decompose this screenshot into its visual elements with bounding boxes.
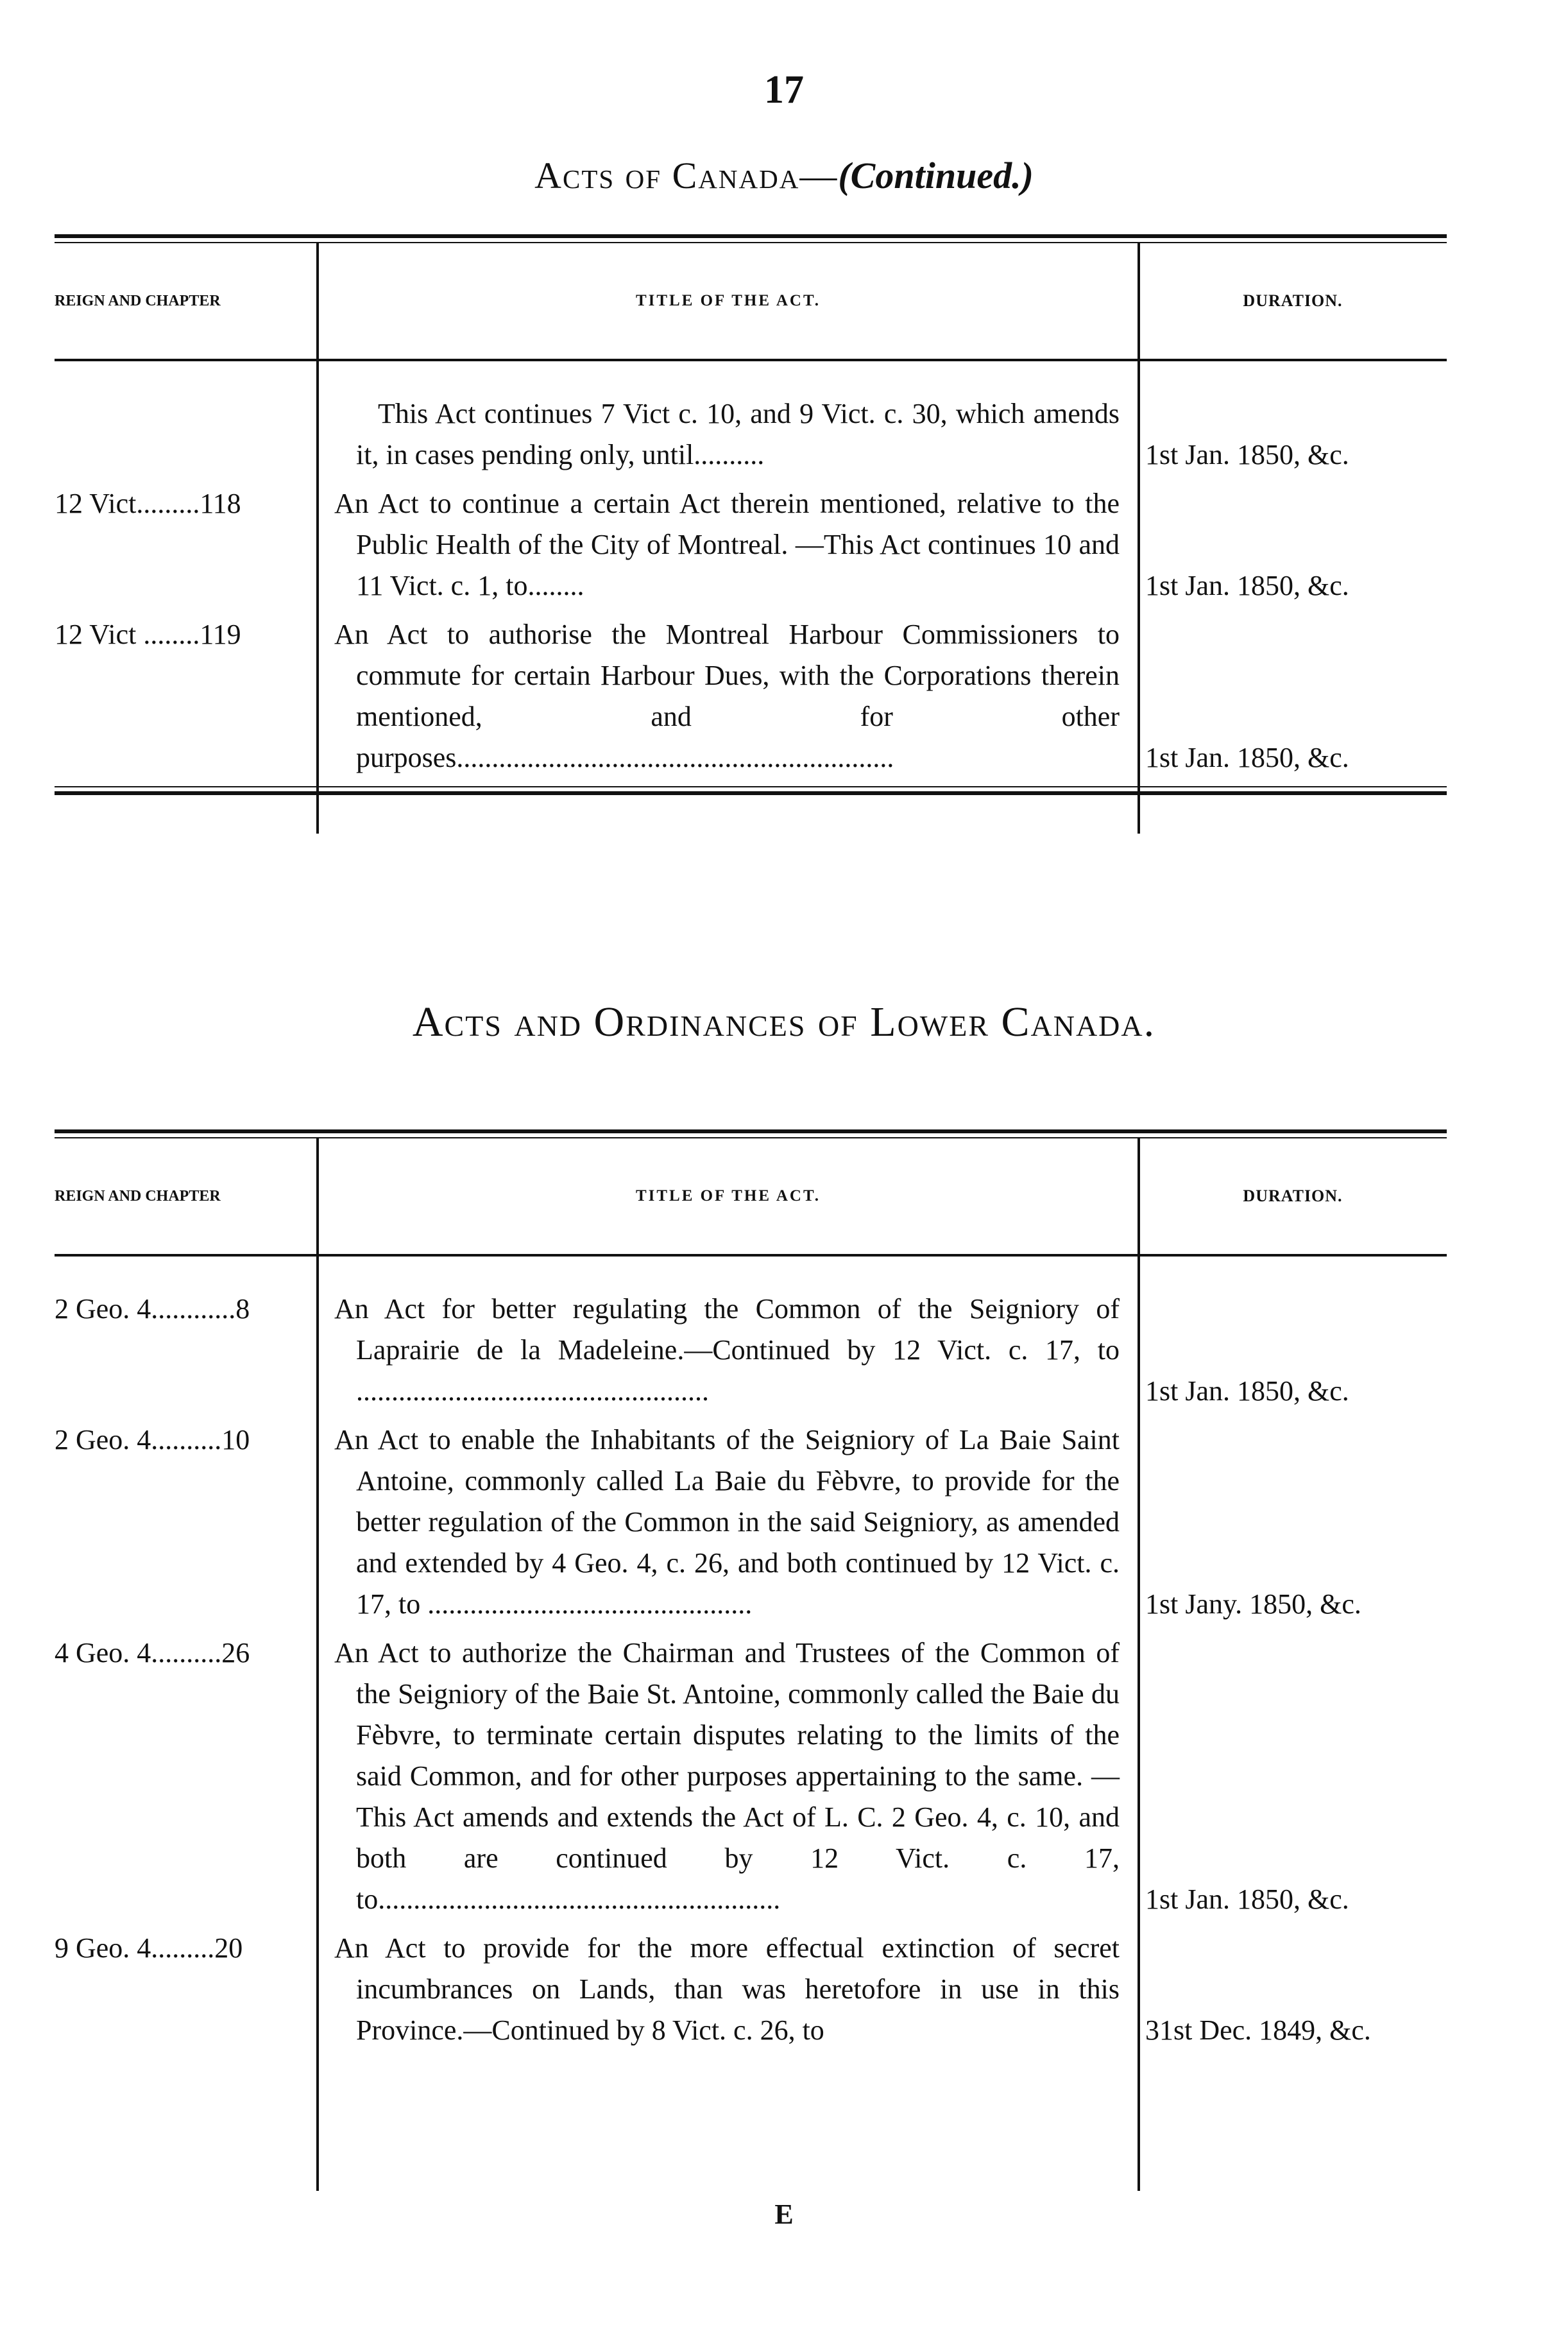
- row-duration: 1st Jany. 1850, &c.: [1145, 1588, 1361, 1620]
- table-header: [55, 1138, 1447, 1257]
- table-row: [55, 1420, 1447, 1625]
- header-duration: DURATION.: [1243, 291, 1343, 310]
- section-title-continued: (Continued.): [838, 155, 1034, 196]
- row-reign: 12 Vict.........118: [55, 488, 241, 519]
- row-duration: 1st Jan. 1850, &c.: [1145, 742, 1349, 773]
- table-top-rule: [55, 234, 1447, 243]
- acts-table-lower-canada: [55, 1129, 1447, 2059]
- signature-mark: E: [774, 2199, 794, 2230]
- table-row: [55, 1289, 1447, 1412]
- row-duration: 1st Jan. 1850, &c.: [1145, 1375, 1349, 1407]
- row-reign: [55, 393, 318, 476]
- table-top-rule: [55, 1129, 1447, 1138]
- header-title: TITLE OF THE ACT.: [635, 292, 821, 309]
- row-title: An Act for better regulating the Common of the Seigniory of Laprairie de la Madeleine.—Continued by 12 Vict. c. 17, to ..................................................: [334, 1293, 1120, 1407]
- row-title: An Act to enable the Inhabitants of the Seigniory of La Baie Saint Antoine, commonly called La Baie du Fèbvre, to provide for the better regulation of the Common in the said Seigniory, as amended and extended by 4 Geo. 4, c. 26, and both continued by 12 Vict. c. 17, to ..............................................: [334, 1424, 1120, 1620]
- row-duration: 1st Jan. 1850, &c.: [1145, 439, 1349, 470]
- row-title: This Act continues 7 Vict c. 10, and 9 Vict. c. 30, which amends it, in cases pending only, until..........: [356, 398, 1120, 470]
- row-reign: 9 Geo. 4.........20: [55, 1932, 243, 1964]
- table-body: [55, 1257, 1447, 2051]
- table-body: [55, 361, 1447, 778]
- header-reign: REIGN AND CHAPTER: [55, 1187, 221, 1205]
- row-title: An Act to authorise the Montreal Harbour Commissioners to commute for certain Harbour Dues, with the Corporations therein mentioned, and for other purposes..............................................................: [334, 619, 1120, 773]
- table-row: [55, 483, 1447, 606]
- row-title: An Act to authorize the Chairman and Trustees of the Common of the Seigniory of the Baie St. Antoine, commonly called the Baie du Fèbvre, to terminate certain disputes relating to the limits of the said Common, and for other purposes appertaining to the same. —This Act amends and extends the Act of L. C. 2 Geo. 4, c. 10, and both are continued by 12 Vict. c. 17, to.........................................................: [334, 1637, 1120, 1915]
- row-reign: 2 Geo. 4..........10: [55, 1424, 250, 1455]
- table-bottom-rule: [55, 786, 1447, 795]
- row-reign: 4 Geo. 4..........26: [55, 1637, 250, 1669]
- row-reign: 12 Vict ........119: [55, 619, 241, 650]
- table-row: [55, 1928, 1447, 2051]
- row-reign: 2 Geo. 4............8: [55, 1293, 250, 1325]
- table-header: [55, 243, 1447, 361]
- row-title: An Act to continue a certain Act therein mentioned, relative to the Public Health of the City of Montreal. —This Act continues 10 and 11 Vict. c. 1, to........: [334, 488, 1120, 601]
- table-row: [55, 1633, 1447, 1920]
- page-number: 17: [764, 68, 804, 112]
- row-duration: 1st Jan. 1850, &c.: [1145, 1883, 1349, 1915]
- header-duration: DURATION.: [1243, 1187, 1343, 1205]
- section-title-dash: —: [799, 155, 839, 196]
- row-duration: 1st Jan. 1850, &c.: [1145, 570, 1349, 601]
- header-title: TITLE OF THE ACT.: [635, 1187, 821, 1205]
- section-title-lower-canada: Acts and Ordinances of Lower Canada.: [412, 999, 1156, 1045]
- section-title-text: Acts of Canada: [534, 155, 800, 196]
- section-title-acts-of-canada: [0, 154, 1568, 197]
- table-row: [55, 393, 1447, 476]
- row-title: An Act to provide for the more effectual extinction of secret incumbrances on Lands, than was heretofore in use in this Province.—Continued by 8 Vict. c. 26, to: [334, 1932, 1120, 2046]
- table-row: [55, 614, 1447, 778]
- acts-table-canada: [55, 234, 1447, 795]
- header-reign: REIGN AND CHAPTER: [55, 292, 221, 309]
- row-duration: 31st Dec. 1849, &c.: [1145, 2014, 1371, 2046]
